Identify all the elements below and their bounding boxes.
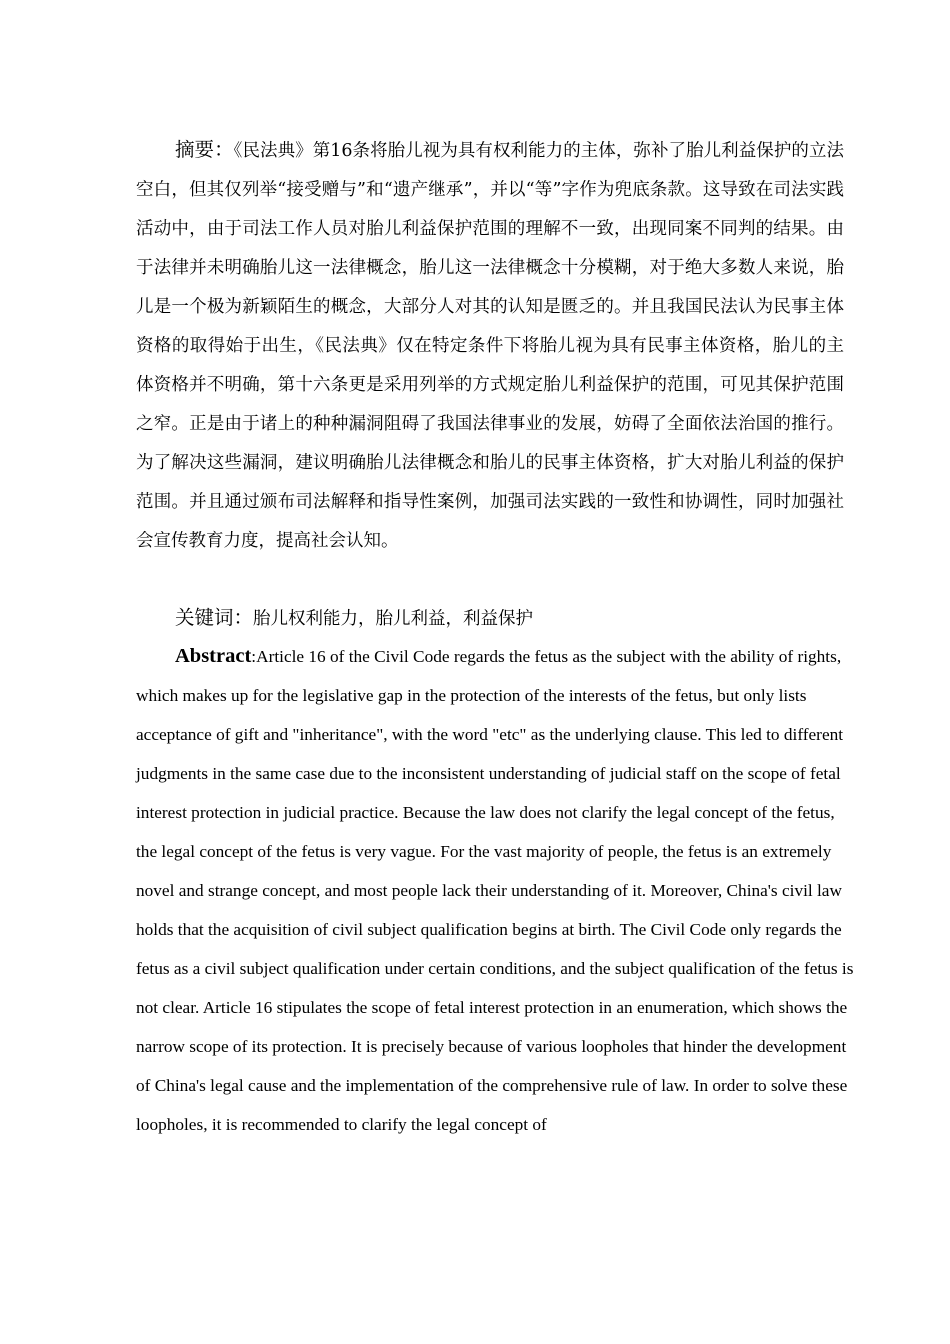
english-abstract-label: Abstract [175,645,252,667]
chinese-keywords-paragraph [136,598,844,639]
chinese-abstract-label: 摘要： [175,138,234,161]
english-abstract-paragraph [136,637,860,1144]
english-abstract-text: Article 16 of the Civil Code regards the fetus as the subject with the ability of rights, which makes up for the legislative gap in the protection of the interests of the fetus, but only lists acceptance of gift and "inheritance", with the word "etc" as the underlying clause. This led to different judgments in the same case due to the inconsistent understanding of judicial staff on the scope of fetal interest protection in judicial practice. Because the law does not clarify the legal concept of the fetus, the legal concept of the fetus is very vague. For the vast majority of people, the fetus is an extremely novel and strange concept, and most people lack their understanding of it. Moreover, China's civil law holds that the acquisition of civil subject qualification begins at birth. The Civil Code only regards the fetus as a civil subject qualification under certain conditions, and the subject qualification of the fetus is not clear. Article 16 stipulates the scope of fetal interest protection in an enumeration, which shows the narrow scope of its protection. It is precisely because of various loopholes that hinder the development of China's legal cause and the implementation of the comprehensive rule of law. In order to solve these loopholes, it is recommended to clarify the legal concept of [136,647,854,1134]
chinese-abstract-text: 《民法典》第16条将胎儿视为具有权利能力的主体，弥补了胎儿利益保护的立法空白，但其仅列举“接受赠与”和“遗产继承”，并以“等”字作为兜底条款。这导致在司法实践活动中，由于司法工作人员对胎儿利益保护范围的理解不一致，出现同案不同判的结果。由于法律并未明确胎儿这一法律概念，胎儿这一法律概念十分模糊，对于绝大多数人来说，胎儿是一个极为新颖陌生的概念，大部分人对其的认知是匮乏的。并且我国民法认为民事主体资格的取得始于出生，《民法典》仅在特定条件下将胎儿视为具有民事主体资格，胎儿的主体资格并不明确，第十六条更是采用列举的方式规定胎儿利益保护的范围，可见其保护范围之窄。正是由于诸上的种种漏洞阻碍了我国法律事业的发展，妨碍了全面依法治国的推行。为了解决这些漏洞，建议明确胎儿法律概念和胎儿的民事主体资格，扩大对胎儿利益的保护范围。并且通过颁布司法解释和指导性案例，加强司法实践的一致性和协调性，同时加强社会宣传教育力度，提高社会认知。 [136,141,844,551]
chinese-keywords-label: 关键词： [175,606,254,629]
english-abstract-separator: : [251,647,257,666]
chinese-keywords-text: 胎儿权利能力，胎儿利益，利益保护 [253,609,534,629]
chinese-abstract-paragraph [136,130,844,561]
